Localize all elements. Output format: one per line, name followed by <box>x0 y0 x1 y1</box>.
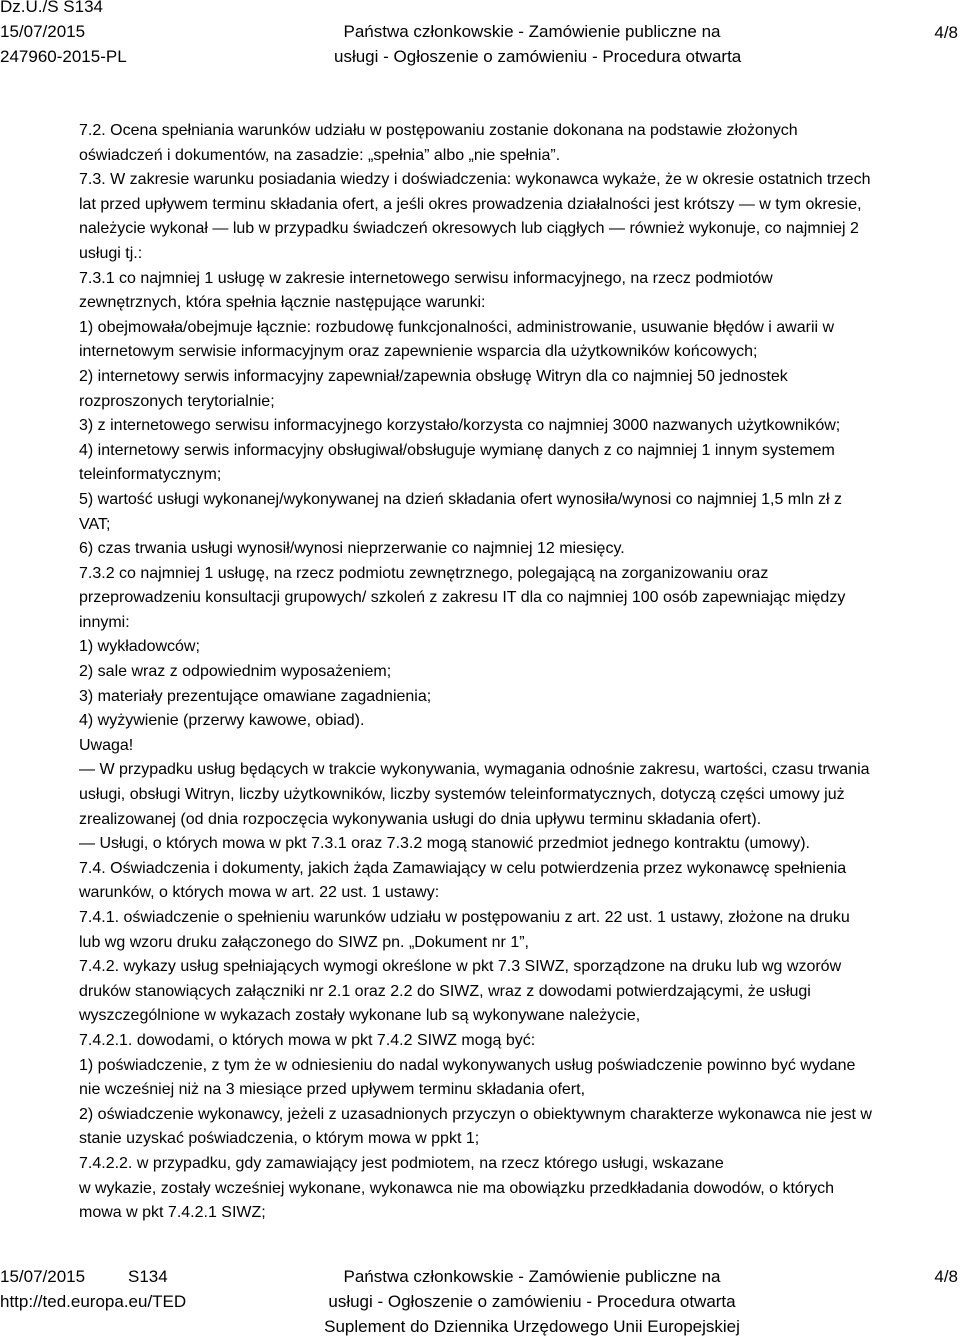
body-line: 7.4.2.1. dowodami, o których mowa w pkt 7.4.2 SIWZ mogą być: <box>79 1031 536 1049</box>
body-line: usługi, obsługi Witryn, liczby użytkowników, liczby systemów teleinformatycznych, dotyczą części umowy już <box>79 786 845 804</box>
body-line: lat przed upływem terminu składania ofert, a jeśli okres prowadzenia działalności jest krótszy — w tym okresie, <box>79 195 862 213</box>
body-line: 2) sale wraz z odpowiednim wyposażeniem; <box>79 663 392 681</box>
body-line: należycie wykonał — lub w przypadku świadczeń okresowych lub ciągłych — również wykonuje, co najmniej 2 <box>79 220 859 238</box>
footer-page-number: 4/8 <box>934 1267 958 1286</box>
body-line: oświadczeń i dokumentów, na zasadzie: „spełnia” albo „nie spełnia”. <box>79 146 561 164</box>
footer-issue: S134 <box>128 1267 168 1286</box>
body-line: mowa w pkt 7.4.2.1 SIWZ; <box>79 1204 266 1222</box>
body-line: — Usługi, o których mowa w pkt 7.3.1 oraz 7.3.2 mogą stanowić przedmiot jednego kontraktu (umowy). <box>79 835 810 853</box>
body-line: lub wg wzoru druku załączonego do SIWZ pn. „Dokument nr 1”, <box>79 933 529 951</box>
footer-title-line-2: usługi - Ogłoszenie o zamówieniu - Procedura otwarta <box>328 1292 736 1311</box>
header-page-number: 4/8 <box>934 23 958 42</box>
body-line: 7.4. Oświadczenia i dokumenty, jakich żąda Zamawiający w celu potwierdzenia przez wykonawcę spełnienia <box>79 859 847 877</box>
body-line: 7.3.2 co najmniej 1 usługę, na rzecz podmiotu zewnętrznego, polegającą na zorganizowaniu oraz <box>79 564 769 582</box>
body-line: internetowym serwisie informacyjnym oraz zapewnienie wsparcia dla użytkowników końcowych; <box>79 343 758 361</box>
body-line: stanie uzyskać poświadczenia, o którym mowa w ppkt 1; <box>79 1130 480 1148</box>
footer-center <box>320 1264 744 1339</box>
body-line: rozproszonych terytorialnie; <box>79 392 275 410</box>
body-line: wyszczególnione w wykazach zostały wykonane lub są wykonywane należycie, <box>79 1007 641 1025</box>
body-line: 3) z internetowego serwisu informacyjnego korzystało/korzysta co najmniej 3000 nazwanych użytkowników; <box>79 417 841 435</box>
body-line: Uwaga! <box>79 736 134 754</box>
body-line: usługi tj.: <box>79 244 143 262</box>
body-line: 1) poświadczenie, z tym że w odniesieniu do nadal wykonywanych usług poświadczenie powinno być wydane <box>79 1056 856 1074</box>
header-title-line-2: usługi - Ogłoszenie o zamówieniu - Procedura otwarta <box>334 47 742 66</box>
body-line: nie wcześniej niż na 3 miesiące przed upływem terminu składania ofert, <box>79 1081 586 1099</box>
body-line: 5) wartość usługi wykonanej/wykonywanej na dzień składania ofert wynosiła/wynosi co najmniej 1,5 mln zł z <box>79 490 843 508</box>
body-line: 7.4.1. oświadczenie o spełnieniu warunków udziału w postępowaniu z art. 22 ust. 1 ustawy, złożone na druku <box>79 909 850 926</box>
body-line: przeprowadzeniu konsultacji grupowych/ szkoleń z zakresu IT dla co najmniej 100 osób zapewniając między <box>79 589 846 607</box>
header-title-line-1: Państwa członkowskie - Zamówienie publiczne na <box>343 22 721 41</box>
body-line: 7.4.2. wykazy usług spełniających wymogi określone w pkt 7.3 SIWZ, sporządzone na druku lub wg wzorów <box>79 958 842 976</box>
body-line: warunków, o których mowa w art. 22 ust. 1 ustawy: <box>79 884 440 902</box>
notice-number: 247960-2015-PL <box>0 47 127 66</box>
body-line: 7.2. Ocena spełniania warunków udziału w postępowaniu zostanie dokonana na podstawie złożonych <box>79 122 798 139</box>
body-line: zrealizowanej (od dnia rozpoczęcia wykonywania usługi do dnia upływu terminu składania ofert). <box>79 810 762 828</box>
footer-title-line-1: Państwa członkowskie - Zamówienie publiczne na <box>343 1267 721 1286</box>
body-line: teleinformatycznym; <box>79 466 222 484</box>
body-line: 2) oświadczenie wykonawcy, jeżeli z uzasadnionych przyczyn o obiektywnym charakterze wykonawca nie jest w <box>79 1105 872 1123</box>
body-line: VAT; <box>79 515 111 533</box>
header-left <box>0 0 127 69</box>
body-line: 7.3. W zakresie warunku posiadania wiedzy i doświadczenia: wykonawca wykaże, że w okresie ostatnich trzech <box>79 171 871 189</box>
body-line: 3) materiały prezentujące omawiane zagadnienia; <box>79 687 432 705</box>
body-line: druków stanowiących załączniki nr 2.1 oraz 2.2 do SIWZ, wraz z dowodami potwierdzającymi, że usługi <box>79 982 811 1000</box>
body-line: 6) czas trwania usługi wynosił/wynosi nieprzerwanie co najmniej 12 miesięcy. <box>79 540 625 558</box>
footer-url[interactable]: http://ted.europa.eu/TED <box>0 1292 187 1311</box>
body-line: 4) internetowy serwis informacyjny obsługiwał/obsługuje wymianę danych z co najmniej 1 innym systemem <box>79 441 835 459</box>
journal-ref: Dz.U./S S134 <box>0 0 103 16</box>
footer-date: 15/07/2015 <box>0 1267 86 1286</box>
body-line: 1) obejmowała/obejmuje łącznie: rozbudowę funkcjonalności, administrowanie, usuwanie błędów i awarii w <box>79 318 835 336</box>
footer-supplement: Suplement do Dziennika Urzędowego Unii Europejskiej <box>324 1317 740 1336</box>
body-line: innymi: <box>79 613 130 631</box>
body-line: — W przypadku usług będących w trakcie wykonywania, wymagania odnośnie zakresu, wartości, czasu trwania <box>79 761 870 779</box>
body-line: 1) wykładowców; <box>79 638 200 656</box>
body-line: w wykazie, zostały wcześniej wykonane, wykonawca nie ma obowiązku przedkładania dowodów, o których <box>79 1179 835 1197</box>
body-line: 2) internetowy serwis informacyjny zapewniał/zapewnia obsługę Witryn dla co najmniej 50 jednostek <box>79 367 788 385</box>
body-line: zewnętrznych, która spełnia łącznie następujące warunki: <box>79 294 486 312</box>
body-line: 7.4.2.2. w przypadku, gdy zamawiający jest podmiotem, na rzecz którego usługi, wskazane <box>79 1154 724 1172</box>
body-line: 7.3.1 co najmniej 1 usługę w zakresie internetowego serwisu informacyjnego, na rzecz podmiotów <box>79 269 773 287</box>
notice-body <box>79 119 959 1226</box>
footer-left <box>0 1264 186 1314</box>
body-line: 4) wyżywienie (przerwy kawowe, obiad). <box>79 712 365 730</box>
header-center <box>334 19 742 69</box>
header-date: 15/07/2015 <box>0 22 86 41</box>
